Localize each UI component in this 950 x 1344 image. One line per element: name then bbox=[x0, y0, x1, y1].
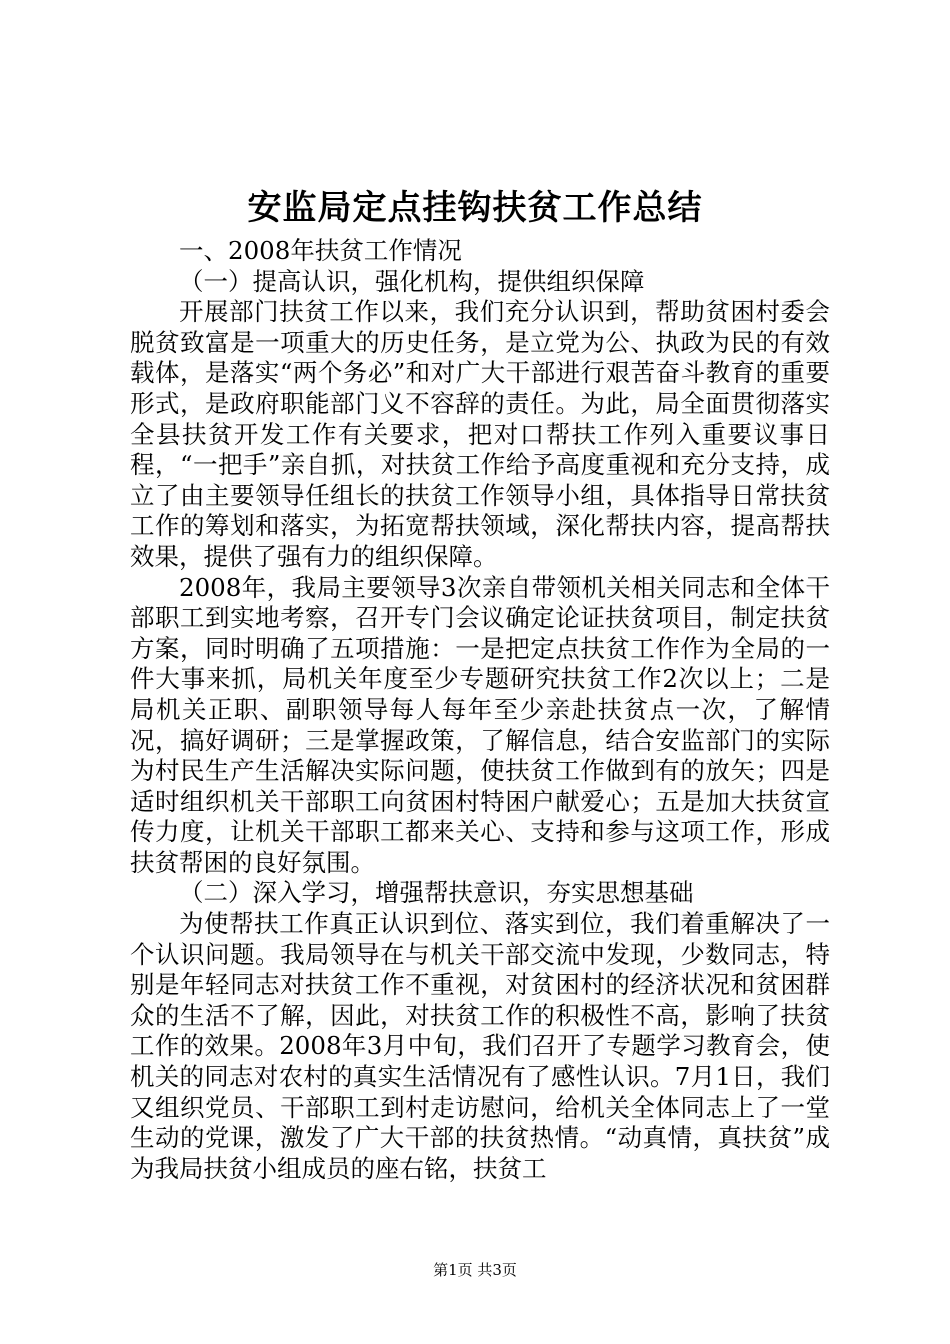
paragraph-3: 为使帮扶工作真正认识到位、落实到位，我们着重解决了一个认识问题。我局领导在与机关干部交流中发现，少数同志，特别是年轻同志对扶贫工作不重视，对贫困村的经济状况和贫困群众的生活不了解，因此，对扶贫工作的积极性不高，影响了扶贫工作的效果。2008年3月中旬，我们召开了专题学习教育会，使机关的同志对农村的真实生活情况有了感性认识。7月1日，我们又组织党员、干部职工到村走访慰问，给机关全体同志上了一堂生动的党课，激发了广大干部的扶贫热情。“动真情，真扶贫”成为我局扶贫小组成员的座右铭，扶贫工 bbox=[130, 909, 830, 1183]
subsection-heading-1: （一）提高认识，强化机构，提供组织保障 bbox=[179, 266, 645, 296]
document-body bbox=[130, 236, 830, 1184]
paragraph-1: 开展部门扶贫工作以来，我们充分认识到，帮助贫困村委会脱贫致富是一项重大的历史任务，是立党为公、执政为民的有效载体，是落实“两个务必”和对广大干部进行艰苦奋斗教育的重要形式，是政府职能部门义不容辞的责任。为此，局全面贯彻落实全县扶贫开发工作有关要求，把对口帮扶工作列入重要议事日程，“一把手”亲自抓，对扶贫工作给予高度重视和充分支持，成立了由主要领导任组长的扶贫工作领导小组，具体指导日常扶贫工作的筹划和落实，为拓宽帮扶领域，深化帮扶内容，提高帮扶效果，提供了强有力的组织保障。 bbox=[130, 297, 830, 571]
page-footer: 第1页 共3页 bbox=[433, 1261, 517, 1279]
paragraph-2: 2008年，我局主要领导3次亲自带领机关相关同志和全体干部职工到实地考察，召开专门会议确定论证扶贫项目，制定扶贫方案，同时明确了五项措施：一是把定点扶贫工作作为全局的一件大事来抓，局机关年度至少专题研究扶贫工作2次以上；二是局机关正职、副职领导每人每年至少亲赴扶贫点一次，了解情况，搞好调研；三是掌握政策，了解信息，结合安监部门的实际为村民生产生活解决实际问题，使扶贫工作做到有的放矢；四是适时组织机关干部职工向贫困村特困户献爱心；五是加大扶贫宣传力度，让机关干部职工都来关心、支持和参与这项工作，形成扶贫帮困的良好氛围。 bbox=[130, 572, 830, 877]
subsection-heading-2: （二）深入学习，增强帮扶意识，夯实思想基础 bbox=[179, 878, 694, 908]
document-title: 安监局定点挂钩扶贫工作总结 bbox=[247, 188, 703, 228]
section-heading-1: 一、2008年扶贫工作情况 bbox=[179, 236, 462, 265]
